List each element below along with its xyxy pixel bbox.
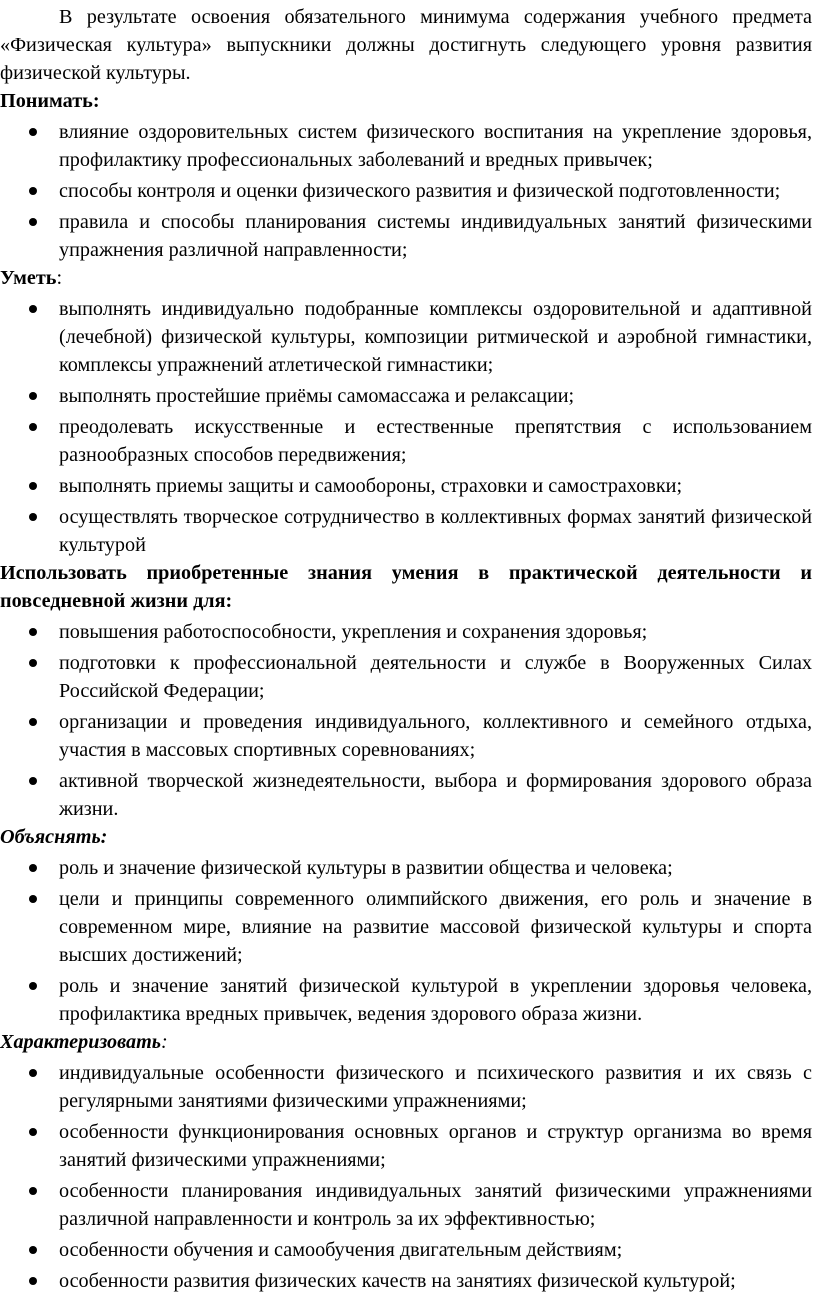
list-item — [0, 413, 812, 469]
bullet-icon — [29, 777, 37, 785]
section-heading-be-able-text: Уметь — [0, 267, 57, 289]
section-heading-understand-text: Понимать: — [0, 90, 100, 112]
explain-list — [0, 854, 812, 1028]
list-item-text: активной творческой жизнедеятельности, выбора и формирования здорового образа жизни. — [59, 770, 812, 820]
section-heading-characterize — [0, 1028, 812, 1056]
section-heading-explain: Объяснять: — [0, 826, 108, 848]
list-item-text: преодолевать искусственные и естественные препятствия с использованием разнообразных способов передвижения; — [59, 416, 812, 466]
list-item-text: правила и способы планирования системы индивидуальных занятий физическими упражнения различной направленности; — [59, 211, 812, 261]
list-item — [0, 1236, 812, 1264]
section-heading-use: Использовать приобретенные знания умения в практической деятельности и повседневной жизни для: — [0, 562, 812, 612]
bullet-icon — [29, 895, 37, 903]
bullet-icon — [29, 1069, 37, 1077]
list-item-text: выполнять простейшие приёмы самомассажа и релаксации; — [59, 385, 575, 407]
list-item-text: выполнять приемы защиты и самообороны, страховки и самостраховки; — [59, 475, 683, 497]
list-item — [0, 972, 812, 1028]
bullet-icon — [29, 423, 37, 431]
list-item — [0, 382, 812, 410]
bullet-icon — [29, 218, 37, 226]
list-item — [0, 767, 812, 823]
list-item-text: способы контроля и оценки физического развития и физической подготовленности; — [59, 180, 781, 202]
list-item-text: повышения работоспособности, укрепления и сохранения здоровья; — [59, 621, 648, 643]
bullet-icon — [29, 128, 37, 136]
section-heading-characterize-suffix: : — [161, 1031, 168, 1053]
list-item — [0, 885, 812, 969]
intro-paragraph: В результате освоения обязательного минимума содержания учебного предмета «Физическая культура» выпускники должны достигнуть следующего уровня развития физической культуры. — [0, 6, 812, 84]
bullet-icon — [29, 982, 37, 990]
document-page — [0, 3, 812, 1295]
list-item-text: роль и значение занятий физической культурой в укреплении здоровья человека, профилактика вредных привычек, ведения здорового образа жизни. — [59, 975, 812, 1025]
be-able-list — [0, 295, 812, 559]
list-item-text: осуществлять творческое сотрудничество в коллективных формах занятий физической культурой — [59, 506, 812, 556]
list-item-text: особенности обучения и самообучения двигательным действиям; — [59, 1239, 623, 1261]
bullet-icon — [29, 482, 37, 490]
list-item — [0, 177, 812, 205]
list-item-text: индивидуальные особенности физического и психического развития и их связь с регулярными занятиями физическими упражнениями; — [59, 1062, 812, 1112]
list-item — [0, 1177, 812, 1233]
bullet-icon — [29, 659, 37, 667]
list-item — [0, 208, 812, 264]
bullet-icon — [29, 864, 37, 872]
bullet-icon — [29, 628, 37, 636]
characterize-list — [0, 1059, 812, 1295]
list-item — [0, 708, 812, 764]
list-item — [0, 503, 812, 559]
bullet-icon — [29, 1246, 37, 1254]
list-item — [0, 854, 812, 882]
understand-list — [0, 118, 812, 264]
bullet-icon — [29, 513, 37, 521]
list-item-text: выполнять индивидуально подобранные комплексы оздоровительной и адаптивной (лечебной) физической культуры, композиции ритмической и аэробной гимнастики, комплексы упражнений атлетической гимнастики; — [59, 298, 812, 376]
list-item-text: цели и принципы современного олимпийского движения, его роль и значение в современном мире, влияние на развитие массовой физической культуры и спорта высших достижений; — [59, 888, 812, 966]
list-item-text: влияние оздоровительных систем физического воспитания на укрепление здоровья, профилактику профессиональных заболеваний и вредных привычек; — [59, 121, 812, 171]
use-list — [0, 618, 812, 823]
bullet-icon — [29, 187, 37, 195]
list-item — [0, 295, 812, 379]
section-heading-characterize-text: Характеризовать — [0, 1031, 162, 1053]
bullet-icon — [29, 1128, 37, 1136]
list-item-text: роль и значение физической культуры в развитии общества и человека; — [59, 857, 673, 879]
list-item-text: особенности функционирования основных органов и структур организма во время занятий физическими упражнениями; — [59, 1121, 812, 1171]
section-heading-be-able-suffix: : — [56, 267, 63, 289]
bullet-icon — [29, 1187, 37, 1195]
list-item — [0, 1267, 812, 1295]
section-heading-understand — [0, 87, 812, 115]
bullet-icon — [29, 1277, 37, 1285]
list-item-text: организации и проведения индивидуального, коллективного и семейного отдыха, участия в массовых спортивных соревнованиях; — [59, 711, 812, 761]
list-item — [0, 649, 812, 705]
section-heading-be-able — [0, 264, 812, 292]
list-item — [0, 1118, 812, 1174]
list-item — [0, 472, 812, 500]
list-item — [0, 618, 812, 646]
bullet-icon — [29, 392, 37, 400]
list-item-text: особенности развития физических качеств на занятиях физической культурой; — [59, 1270, 736, 1292]
list-item-text: подготовки к профессиональной деятельности и службе в Вооруженных Силах Российской Федерации; — [59, 652, 812, 702]
list-item-text: особенности планирования индивидуальных занятий физическими упражнениями различной направленности и контроль за их эффективностью; — [59, 1180, 812, 1230]
list-item — [0, 118, 812, 174]
bullet-icon — [29, 718, 37, 726]
bullet-icon — [29, 305, 37, 313]
list-item — [0, 1059, 812, 1115]
